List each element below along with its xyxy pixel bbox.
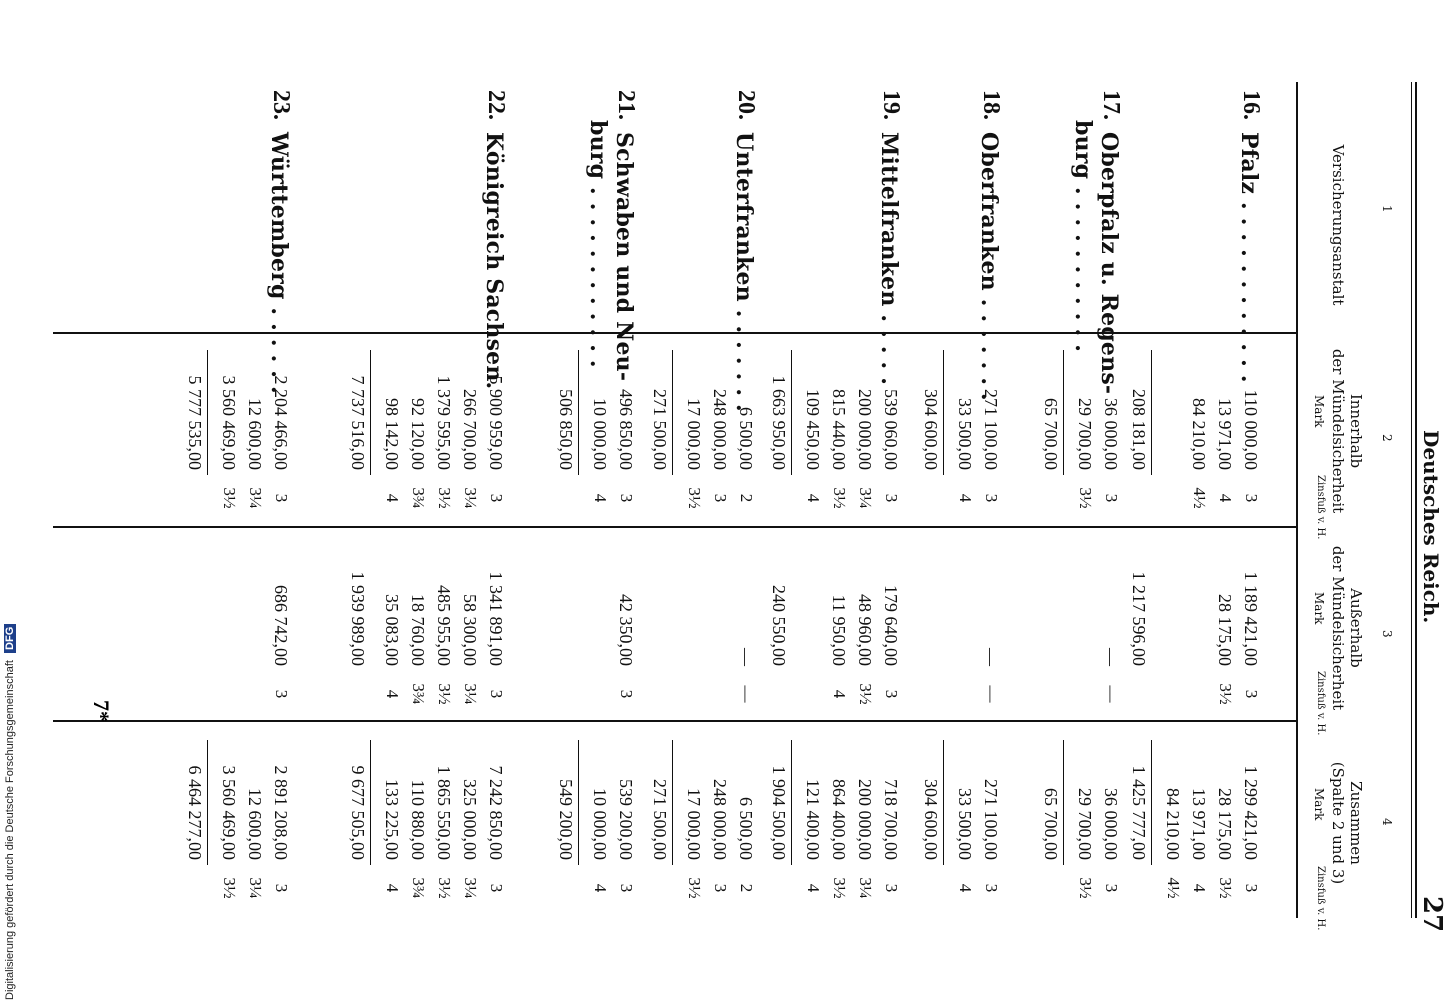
entry-name: Unterfranken . . . . . . . [731,132,757,412]
amount-outside: 58 300,00 [460,594,480,666]
amount-inside: 109 450,00 [803,389,823,470]
amount-inside: 12 600,00 [245,398,265,470]
sum-outside: 1 217 596,00 [1129,571,1149,666]
amount-inside: 10 000,00 [590,398,610,470]
rate-inside: 3 [882,493,901,503]
amount-total: 84 210,00 [1163,788,1183,860]
header-ausserhalb-sub: der Mündelsicherheit [1329,545,1347,711]
rate-total: 4 [1190,883,1209,893]
amount-outside: 42 350,00 [616,594,636,666]
amount-outside: 48 960,00 [855,594,875,666]
sum-rule-inside [1151,350,1152,475]
amount-inside: 248 000,00 [710,389,730,470]
rate-total: 3¼ [461,877,480,899]
rate-inside: 4½ [1190,487,1209,509]
amount-total: 110 880,00 [408,779,428,860]
sum-inside: 271 500,00 [650,389,670,470]
amount-total: 248 000,00 [710,779,730,860]
sum-rule-total [1151,740,1152,865]
rate-total: 3¼ [246,877,265,899]
dfg-logo: DFG [4,624,16,653]
rate-inside: 4 [591,493,610,503]
rate-total: 3½ [1076,877,1095,899]
rate-inside: 4 [1216,493,1235,503]
rate-inside: 4 [956,493,975,503]
amount-total: 10 000,00 [590,788,610,860]
rate-outside: 4 [383,689,402,699]
rate-total: 3½ [220,877,239,899]
rate-inside: 3½ [220,487,239,509]
entry-name: burg . . . . . . . . . . . . [585,120,611,368]
rate-outside: 3 [617,689,636,699]
rate-total: 3 [711,883,730,893]
rate-total: 3 [882,883,901,893]
sum-rule-inside [207,350,208,475]
rate-inside: 3 [617,493,636,503]
amount-total: 12 600,00 [245,788,265,860]
amount-outside: 485 955,00 [434,585,454,666]
sum-total: 1 425 777,00 [1129,765,1149,860]
entry-name: burg . . . . . . . . . . . [1070,120,1096,353]
amount-total: 13 971,00 [1189,788,1209,860]
amount-total: 325 000,00 [460,779,480,860]
amount-total: 1 299 421,00 [1241,765,1261,860]
col-number-4: 4 [1380,818,1394,826]
entry-name: Oberfranken . . . . . . . [976,132,1002,401]
amount-total: 133 225,00 [382,779,402,860]
amount-total: 200 000,00 [855,779,875,860]
amount-total: 271 100,00 [981,779,1001,860]
amount-total: 6 500,00 [736,797,756,860]
header-mark-2: Mark [1312,395,1326,428]
rate-inside: 2 [737,493,756,503]
col-divider-3 [53,720,1298,722]
rate-inside: 3½ [435,487,454,509]
sum-outside: 1 939 989,00 [348,571,368,666]
entry-number: 21. [613,90,639,120]
rate-outside: 3½ [856,683,875,705]
amount-inside: 496 850,00 [616,389,636,470]
amount-inside: 84 210,00 [1189,398,1209,470]
amount-inside: 200 000,00 [855,389,875,470]
rate-outside: 4 [830,689,849,699]
amount-outside: — [981,648,1001,666]
amount-inside: 2 204 466,00 [271,375,291,470]
amount-total: 36 000,00 [1101,788,1121,860]
sum-rule-total [207,740,208,865]
entry-number: 23. [268,90,294,120]
entry-number: 16. [1238,90,1264,120]
sum-rule-inside [1063,350,1064,475]
rate-total: 4 [956,883,975,893]
amount-total: 718 700,00 [881,779,901,860]
sum-rule-total [791,740,792,865]
rate-inside: 3½ [830,487,849,509]
side-note-text: Digitalisierung gefördert durch die Deutsche Forschungsgemeinschaft [4,660,16,1000]
entry-number: 18. [978,90,1004,120]
rate-total: 3½ [1216,877,1235,899]
rate-total: 3½ [435,877,454,899]
sum-inside: 65 700,00 [1041,398,1061,470]
rate-total: 3¼ [856,877,875,899]
rate-outside: — [982,685,1001,703]
amount-total: 28 175,00 [1215,788,1235,860]
sum-rule-inside [370,350,371,475]
amount-inside: 815 440,00 [829,389,849,470]
amount-outside: 35 083,00 [382,594,402,666]
rate-outside: 3 [272,689,291,699]
amount-inside: 1 379 595,00 [434,375,454,470]
rate-inside: 3½ [1076,487,1095,509]
sum-rule-inside [578,350,579,475]
col-divider-2 [53,526,1298,528]
sum-total: 6 464 277,00 [185,765,205,860]
rate-outside: 3½ [435,683,454,705]
amount-total: 1 865 550,00 [434,765,454,860]
entry-name: Königreich Sachsen. [481,132,507,390]
col-number-1: 1 [1380,205,1394,213]
sum-total: 304 600,00 [921,779,941,860]
header-zusammen: Zusammen [1347,781,1365,865]
header-rate-2: Zinsfuß v. H. [1315,475,1326,540]
sum-rule-total [943,740,944,865]
rate-total: 3½ [685,877,704,899]
amount-outside: — [736,648,756,666]
amount-total: 7 242 850,00 [486,765,506,860]
amount-total: 2 891 208,00 [271,765,291,860]
side-note [4,624,16,1000]
sum-inside: 506 850,00 [556,389,576,470]
entry-name: Pfalz . . . . . . . . . . . . [1236,132,1262,383]
amount-outside: 1 341 891,00 [486,571,506,666]
rate-inside: 3¾ [409,487,428,509]
rate-total: 3 [1102,883,1121,893]
amount-inside: 110 000,00 [1241,389,1261,470]
amount-inside: 36 000,00 [1101,398,1121,470]
amount-inside: 266 700,00 [460,389,480,470]
rate-total: 3 [617,883,636,893]
sum-rule-inside [943,350,944,475]
amount-total: 33 500,00 [955,788,975,860]
header-ausserhalb: Außerhalb [1347,588,1365,668]
top-double-rule [1415,82,1417,918]
sum-inside: 7 737 516,00 [348,375,368,470]
top-double-rule-2 [1411,82,1412,918]
sum-outside: 240 550,00 [769,585,789,666]
running-title: Deutsches Reich. [1419,430,1443,624]
amount-outside: 18 760,00 [408,594,428,666]
header-innerhalb: Innerhalb [1347,393,1365,469]
entry-name: Mittelfranken . . . . . [876,132,902,386]
sum-rule-inside [672,350,673,475]
header-bottom-rule [1296,82,1298,918]
rate-inside: 3 [982,493,1001,503]
rate-total: 4 [383,883,402,893]
sum-inside: 208 181,00 [1129,389,1149,470]
entry-number: 20. [733,90,759,120]
sum-rule-total [370,740,371,865]
amount-inside: 17 000,00 [684,398,704,470]
entry-name: Oberpfalz u. Regens- [1096,132,1122,395]
rate-inside: 3 [272,493,291,503]
rate-inside: 3¼ [461,487,480,509]
rate-total: 3 [1242,883,1261,893]
sum-rule-inside [791,350,792,475]
footnote-mark: 7* [89,700,114,722]
rate-inside: 3 [487,493,506,503]
amount-total: 17 000,00 [684,788,704,860]
rate-total: 3 [487,883,506,893]
amount-inside: 5 900 959,00 [486,375,506,470]
amount-total: 864 400,00 [829,779,849,860]
rate-inside: 4 [804,493,823,503]
amount-inside: 3 560 469,00 [219,375,239,470]
amount-outside: 179 640,00 [881,585,901,666]
rate-total: 2 [737,883,756,893]
rate-total: 3 [272,883,291,893]
entry-number: 17. [1098,90,1124,120]
rate-outside: 3¼ [461,683,480,705]
amount-outside: 28 175,00 [1215,594,1235,666]
entry-name: Schwaben und Neu- [611,132,637,382]
amount-total: 539 200,00 [616,779,636,860]
amount-outside: 11 950,00 [829,594,849,666]
header-mark-4: Mark [1312,788,1326,821]
sum-rule-total [672,740,673,865]
header-zusammen-sub: (Spalte 2 und 3) [1329,761,1347,885]
amount-inside: 33 500,00 [955,398,975,470]
rate-inside: 4 [383,493,402,503]
amount-inside: 539 060,00 [881,389,901,470]
header-innerhalb-sub: der Mündelsicherheit [1329,348,1347,514]
rate-outside: 3 [1242,689,1261,699]
sum-total: 1 904 500,00 [769,765,789,860]
rate-inside: 3 [1102,493,1121,503]
col-number-2: 2 [1380,434,1394,442]
header-rate-4: Zinsfuß v. H. [1315,866,1326,931]
sum-total: 65 700,00 [1041,788,1061,860]
header-mark-3: Mark [1312,592,1326,625]
entry-number: 22. [483,90,509,120]
amount-inside: 92 120,00 [408,398,428,470]
sum-total: 549 200,00 [556,779,576,860]
rate-outside: 3½ [1216,683,1235,705]
col-number-3: 3 [1380,630,1394,638]
amount-inside: 29 700,00 [1075,398,1095,470]
rate-inside: 3¼ [856,487,875,509]
amount-inside: 98 142,00 [382,398,402,470]
rate-total: 3½ [830,877,849,899]
entry-number: 19. [878,90,904,120]
amount-outside: 1 189 421,00 [1241,571,1261,666]
sum-total: 9 677 505,00 [348,765,368,860]
amount-outside: 686 742,00 [271,585,291,666]
rate-inside: 3 [1242,493,1261,503]
amount-total: 29 700,00 [1075,788,1095,860]
rate-inside: 3 [711,493,730,503]
rate-total: 4½ [1164,877,1183,899]
sum-inside: 1 663 950,00 [769,375,789,470]
rate-total: 4 [591,883,610,893]
amount-total: 3 560 469,00 [219,765,239,860]
page-number: 27 [1417,896,1447,933]
rate-total: 3¾ [409,877,428,899]
rate-outside: — [737,685,756,703]
amount-outside: — [1101,648,1121,666]
sum-rule-total [578,740,579,865]
sum-total: 271 500,00 [650,779,670,860]
rate-outside: 3 [882,689,901,699]
rate-total: 3 [982,883,1001,893]
rate-inside: 3½ [685,487,704,509]
rate-outside: — [1102,685,1121,703]
header-rate-3: Zinsfuß v. H. [1315,671,1326,736]
sum-inside: 304 600,00 [921,389,941,470]
rate-outside: 3 [487,689,506,699]
amount-inside: 13 971,00 [1215,398,1235,470]
amount-inside: 6 500,00 [736,407,756,470]
header-anstalt: Versicherungsanstalt [1329,144,1347,306]
rate-outside: 3¾ [409,683,428,705]
sum-inside: 5 777 535,00 [185,375,205,470]
amount-total: 121 400,00 [803,779,823,860]
entry-name: Württemberg . . . . . . [266,132,292,394]
sum-rule-total [1063,740,1064,865]
rate-inside: 3¼ [246,487,265,509]
rate-total: 4 [804,883,823,893]
amount-inside: 271 100,00 [981,389,1001,470]
